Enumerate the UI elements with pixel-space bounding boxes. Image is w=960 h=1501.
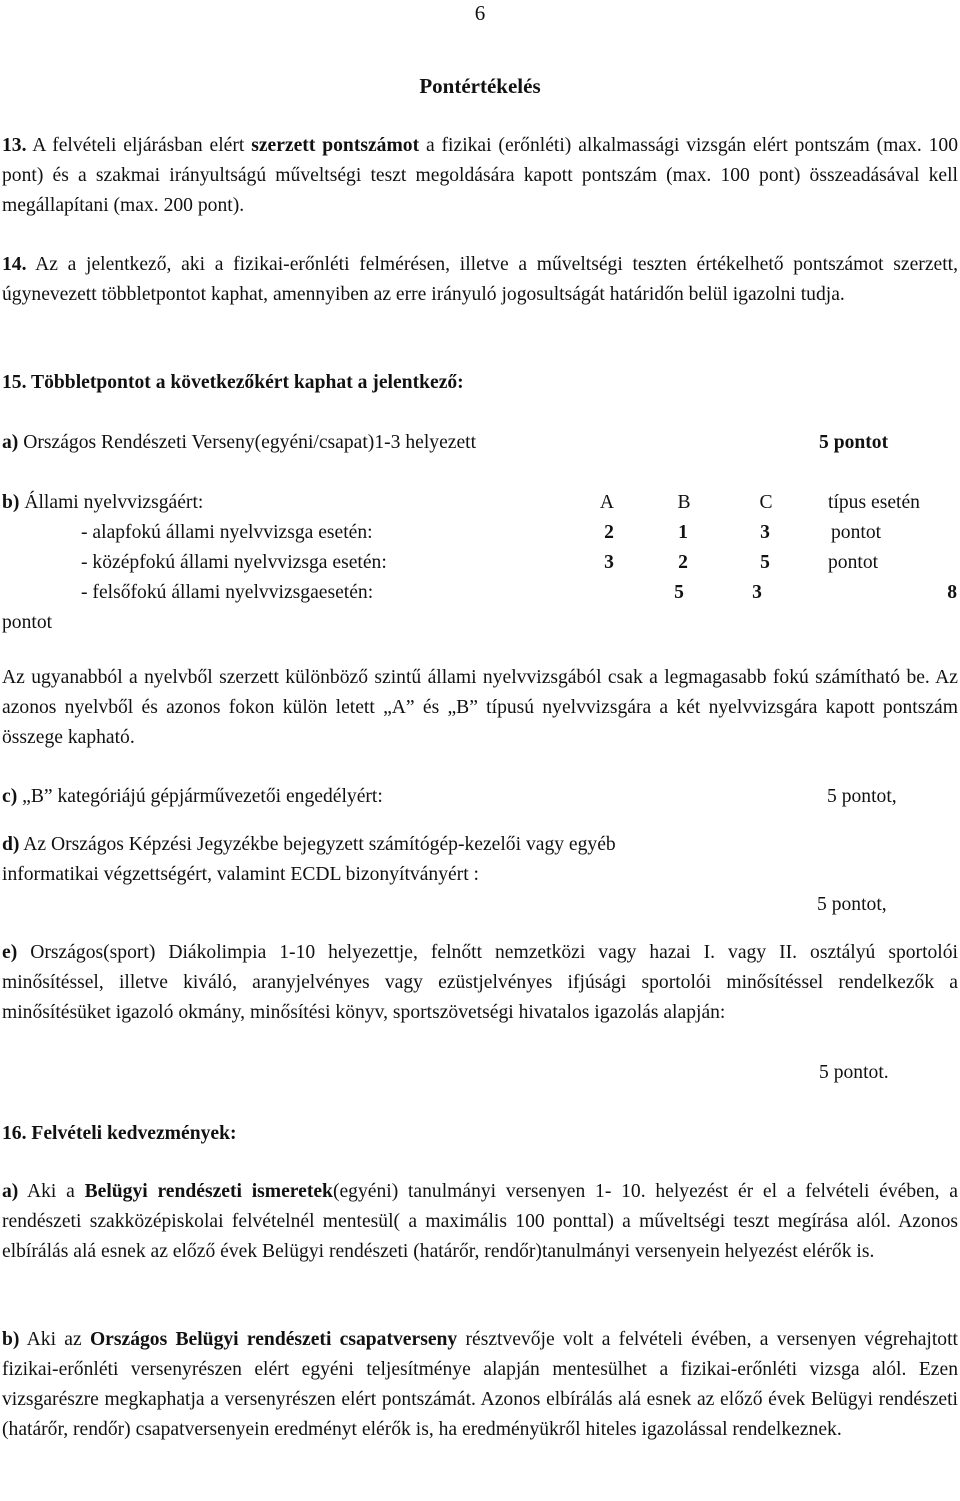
item-b: b) Állami nyelvvizsgáért: (2, 492, 204, 513)
item-d: d) Az Országos Képzési Jegyzékbe bejegyzett számítógép-kezelői vagy egyéb (2, 834, 616, 855)
item-e: e) Országos(sport) Diákolimpia 1-10 helyezettje, felnőtt nemzetközi vagy hazai I. vagy II. osztályú sportolói minősítéssel, illetve kiváló, aranyjelvényes vagy ezüstjelvényes ifjúsági sportolói minősítéssel rendelkezők a minősítésüket igazoló okmány, minősítési könyv, sportszövetségi hivatalos igazolás alapján: (2, 942, 958, 1023)
item-a-points: 5 pontot (819, 432, 889, 453)
section-16-heading: 16. Felvételi kedvezmények: (2, 1123, 237, 1144)
row-mid-unit: pontot (828, 552, 879, 573)
item-a: a) Országos Rendészeti Verseny(egyéni/csapat)1-3 helyezett (2, 432, 477, 453)
row-basic-c: 3 (760, 522, 770, 543)
item-e-points: 5 pontot. (819, 1062, 889, 1083)
type-b-header: B (677, 492, 691, 513)
row-high-label: - felsőfokú állami nyelvvizsgaesetén: (81, 582, 374, 603)
section-14-number: 14. (2, 254, 27, 275)
row-mid-c: 5 (760, 552, 770, 573)
row-mid-b: 2 (678, 552, 688, 573)
type-c-header: C (759, 492, 773, 513)
row-high-b: 3 (752, 582, 762, 603)
page-number: 6 (474, 1, 486, 25)
section-13: 13. A felvételi eljárásban elért szerzett pontszámot a fizikai (erőnléti) alkalmassági vizsgán elért pontszám (max. 100 pont) és a szakmai irányultságú műveltségi teszt megoldására kapott pontszám (max. 100 pont) összeadásával kell megállapítani (max. 200 pont). (2, 135, 958, 216)
row-mid-label: - középfokú állami nyelvvizsga esetén: (81, 552, 387, 573)
item-c-points: 5 pontot, (827, 786, 897, 807)
section-16-b-bold: Országos Belügyi rendészeti csapatverseny (89, 1329, 458, 1350)
type-header-tail: típus esetén (828, 492, 920, 513)
item-c: c) „B” kategóriájú gépjárművezetői engedélyért: (2, 786, 383, 807)
type-a-header: A (599, 492, 615, 513)
section-16-a: a) Aki a Belügyi rendészeti ismeretek(egyéni) tanulmányi versenyen 1- 10. helyezést ér el a felvételi évében, a rendészeti szakközépiskolai felvételnél mentesül( a maximális 100 ponttal) a műveltségi teszt megírása alól. Azonos elbírálás alá esnek az előző évek Belügyi rendészeti (határőr, rendőr)tanulmányi versenyein helyezést elérők is. (2, 1181, 958, 1262)
section-14: 14. Az a jelentkező, aki a fizikai-erőnléti felmérésen, illetve a műveltségi teszten értékelhető pontszámot szerzett, úgynevezett többletpontot kaphat, amennyiben az erre irányuló jogosultságát határidőn belül igazolni tudja. (2, 254, 958, 305)
section-16-a-bold: Belügyi rendészeti ismeretek (84, 1181, 333, 1202)
row-high-a: 5 (674, 582, 684, 603)
row-basic-a: 2 (604, 522, 614, 543)
row-high-unit: pontot (2, 612, 53, 633)
row-high-c: 8 (947, 582, 957, 603)
item-d-line2: informatikai végzettségért, valamint ECDL bizonyítványért : (2, 864, 479, 885)
section-13-number: 13. (2, 135, 27, 156)
row-basic-b: 1 (678, 522, 688, 543)
language-note: Az ugyanabból a nyelvből szerzett különböző szintű állami nyelvvizsgából csak a legmagasabb fokú számítható be. Az azonos nyelvből és azonos fokon külön letett „A” és „B” típusú nyelvvizsgára a két nyelvvizsgára kapott pontszám összege kapható. (2, 667, 958, 748)
item-d-points: 5 pontot, (817, 894, 887, 915)
row-mid-a: 3 (604, 552, 614, 573)
row-basic-unit: pontot (831, 522, 882, 543)
row-basic-label: - alapfokú állami nyelvvizsga esetén: (81, 522, 373, 543)
section-13-bold: szerzett pontszámot (251, 135, 420, 156)
section-15-heading: 15. Többletpontot a következőkért kaphat a jelentkező: (2, 372, 464, 393)
section-16-b: b) Aki az Országos Belügyi rendészeti csapatverseny résztvevője volt a felvételi évében, a versenyen végrehajtott fizikai-erőnléti versenyrészen elért egyéni teljesítménye alapján mentesülhet a fizikai-erőnléti vizsga alól. Ezen vizsgarészre megkaphatja a versenyrészen elért pontszámát. Azonos elbírálás alá esnek az előző évek Belügyi rendészeti (határőr, rendőr) csapatversenyein eredményt elérők is, ha eredményükről hiteles igazolással rendelkeznek. (2, 1329, 958, 1440)
page-title: Pontértékelés (419, 74, 541, 98)
